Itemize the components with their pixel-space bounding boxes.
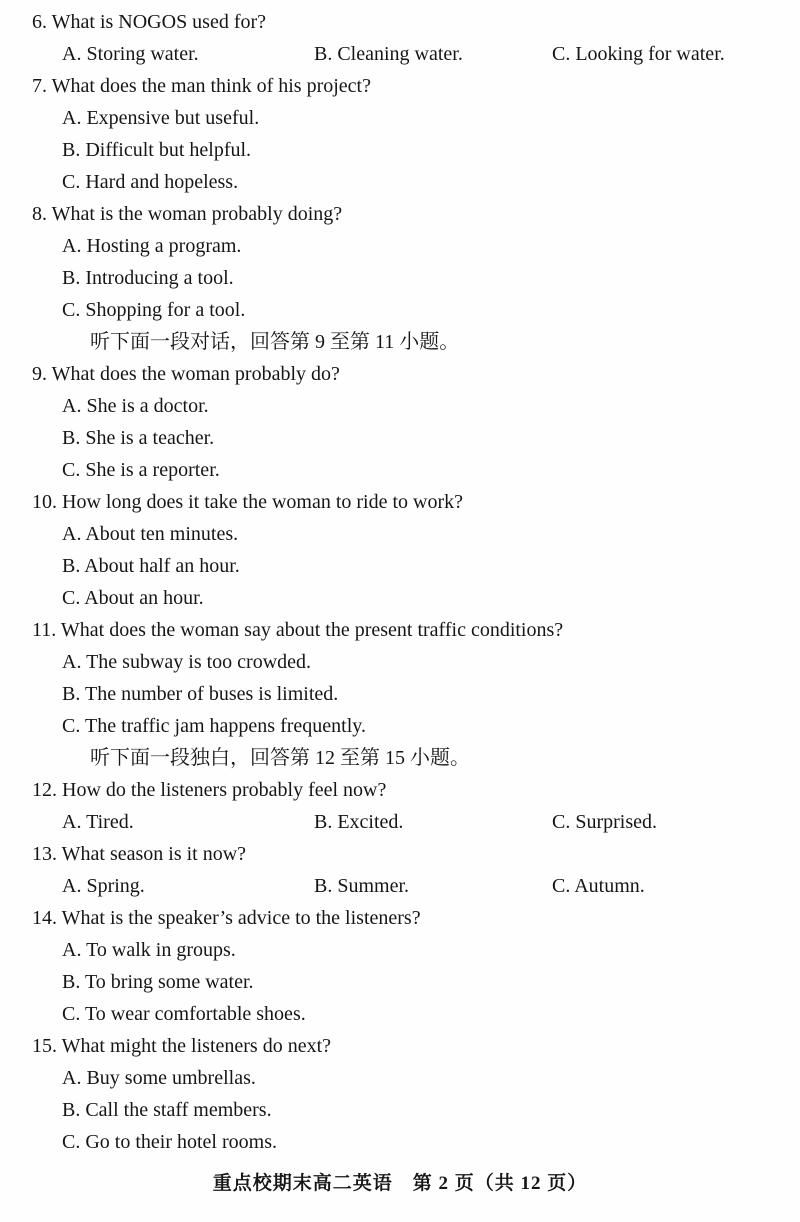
options-row	[0, 38, 800, 70]
option: C. Shopping for a tool.	[62, 299, 246, 321]
question-block	[0, 902, 800, 1030]
question-text: 8. What is the woman probably doing?	[32, 203, 343, 225]
option: C. Hard and hopeless.	[62, 171, 239, 193]
option: B. The number of buses is limited.	[62, 683, 339, 705]
option: C. She is a reporter.	[62, 459, 220, 481]
question-text: 6. What is NOGOS used for?	[32, 11, 267, 33]
option: A. Spring.	[62, 875, 145, 897]
question-text: 15. What might the listeners do next?	[32, 1035, 332, 1057]
option: A. Hosting a program.	[62, 235, 242, 257]
question-text: 11. What does the woman say about the present traffic conditions?	[32, 619, 564, 641]
question-block	[0, 838, 800, 902]
option: C. The traffic jam happens frequently.	[62, 715, 366, 737]
option: B. Difficult but helpful.	[62, 139, 252, 161]
option: B. To bring some water.	[62, 971, 254, 993]
question-text: 12. How do the listeners probably feel now?	[32, 779, 387, 801]
question-block	[0, 198, 800, 326]
option: A. Buy some umbrellas.	[62, 1067, 256, 1089]
question-block	[0, 614, 800, 742]
option: B. Cleaning water.	[314, 43, 463, 65]
question-block	[0, 358, 800, 486]
section-instruction: 听下面一段对话，回答第 9 至第 11 小题。	[90, 331, 460, 353]
option: C. About an hour.	[62, 587, 204, 609]
option: C. Autumn.	[552, 875, 645, 897]
option: B. About half an hour.	[62, 555, 240, 577]
option: C. Go to their hotel rooms.	[62, 1131, 277, 1153]
option: A. Tired.	[62, 811, 134, 833]
option: C. Looking for water.	[552, 43, 725, 65]
page-footer: 重点校期末高二英语 第 2 页（共 12 页）	[212, 1173, 588, 1194]
section-instruction: 听下面一段独白，回答第 12 至第 15 小题。	[90, 747, 470, 769]
question-block	[0, 6, 800, 70]
option: A. She is a doctor.	[62, 395, 209, 417]
option: B. Call the staff members.	[62, 1099, 272, 1121]
question-text: 14. What is the speaker’s advice to the listeners?	[32, 907, 421, 929]
question-block	[0, 70, 800, 198]
question-text: 13. What season is it now?	[32, 843, 247, 865]
options-row	[0, 870, 800, 902]
question-block	[0, 1030, 800, 1158]
option: A. Storing water.	[62, 43, 199, 65]
option: B. Introducing a tool.	[62, 267, 234, 289]
option: B. Summer.	[314, 875, 410, 897]
option: B. She is a teacher.	[62, 427, 215, 449]
question-text: 10. How long does it take the woman to ride to work?	[32, 491, 464, 513]
option: A. To walk in groups.	[62, 939, 236, 961]
option: A. Expensive but useful.	[62, 107, 260, 129]
question-text: 7. What does the man think of his project?	[32, 75, 371, 97]
option: C. To wear comfortable shoes.	[62, 1003, 306, 1025]
question-block	[0, 486, 800, 614]
question-block	[0, 774, 800, 838]
option: B. Excited.	[314, 811, 404, 833]
options-row	[0, 806, 800, 838]
question-text: 9. What does the woman probably do?	[32, 363, 340, 385]
option: A. The subway is too crowded.	[62, 651, 312, 673]
option: C. Surprised.	[552, 811, 657, 833]
option: A. About ten minutes.	[62, 523, 239, 545]
